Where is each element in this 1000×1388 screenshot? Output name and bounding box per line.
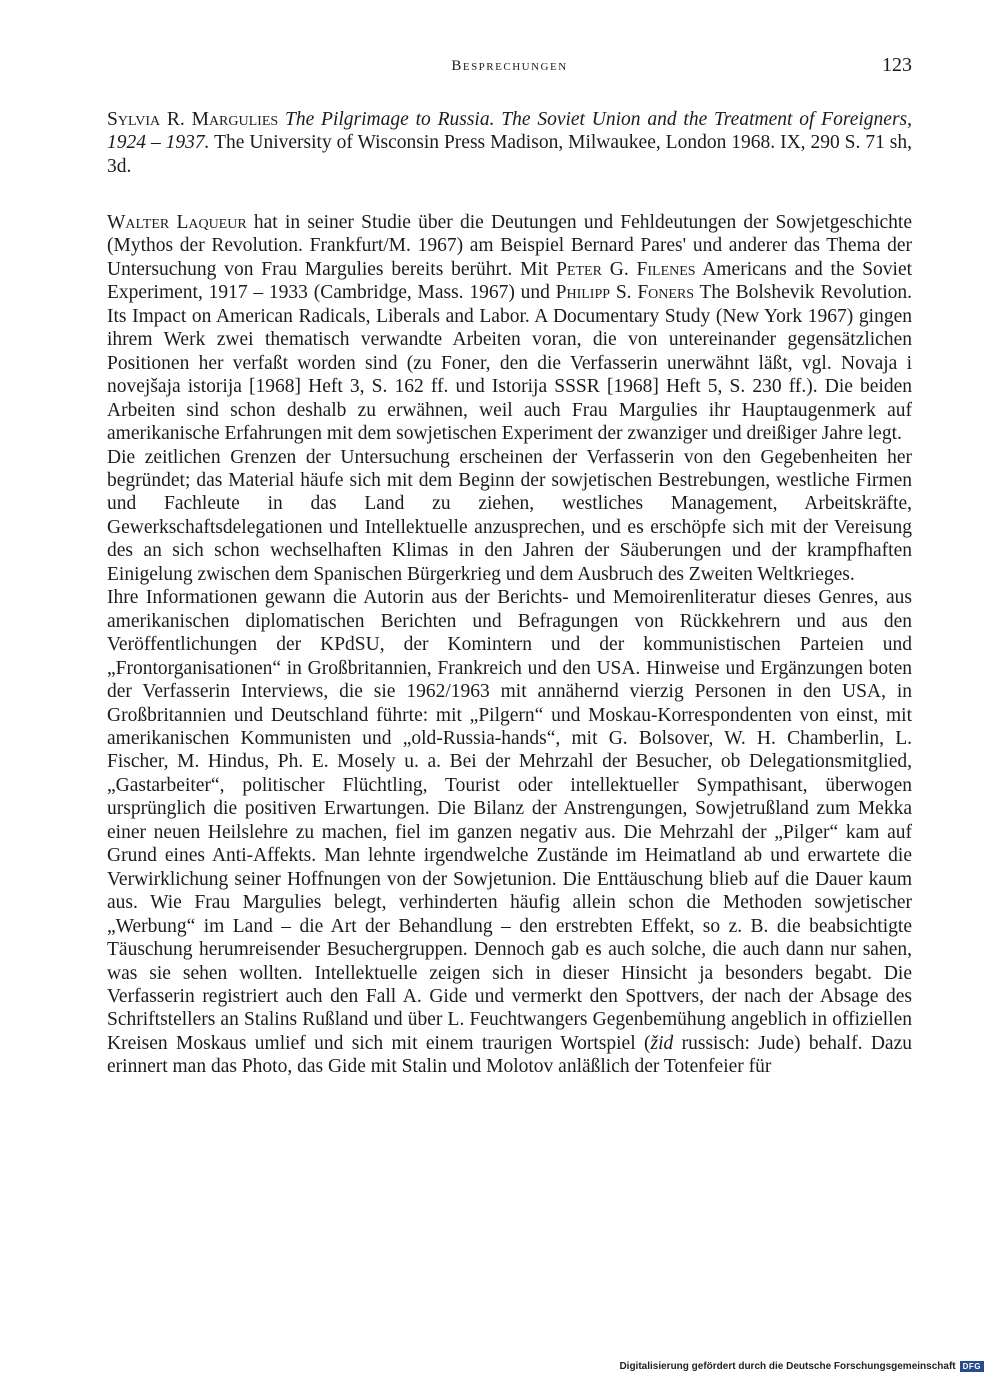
citation-publication: The University of Wisconsin Press Madison, Milwaukee, London 1968. IX, 290 S. 71 sh, 3d.	[107, 132, 912, 177]
paragraph-text: Ihre Informationen gewann die Autorin aus der Berichts- und Memoirenliteratur dieses Genres, aus amerikanischen diplomatischen Berichten und Befragungen von Rückkehrern und aus den Veröffentlichungen der KPdSU, der Komintern und der kommunistischen Parteien und „Frontorganisationen“ in Großbritannien, Frankreich und den USA. Hinweise und Ergänzungen boten der Verfasserin Interviews, die sie 1962/1963 mit annähernd vierzig Personen in den USA, in Großbritannien und Deutschland führte: mit „Pilgern“ und Moskau-Korrespondenten von einst, mit amerikanischen Kommunisten und „old-Russia-hands“, mit G. Bolsover, W. H. Chamberlin, L. Fischer, M. Hindus, Ph. E. Mosely u. a. Bei der Mehrzahl der Besucher, ob Delegationsmitglied, „Gastarbeiter“, politischer Flüchtling, Tourist oder intellektueller Sympathisant, überwogen ursprünglich die positiven Erwartungen. Die Bilanz der Anstrengungen, Sowjetrußland zum Mekka einer neuen Heilslehre zu machen, fiel im ganzen negativ aus. Die Mehrzahl der „Pilger“ kam auf Grund eines Anti-Affekts. Man lehnte irgendwelche Zustände im Heimatland ab und erwartete die Verwirklichung seiner Hoffnungen von der Sowjetunion. Die Enttäuschung blieb auf die Dauer kaum aus. Wie Frau Margulies belegt, verhinderten häufig allein schon die Methoden sowjetischer „Werbung“ im Land – die Art der Behandlung – den erstrebten Effekt, so z. B. die beabsichtigte Täuschung herumreisender Besuchergruppen. Dennoch gab es auch solche, die auch dann nur sahen, was sie sehen wollten. Intellektuelle zeigen sich in dieser Hinsicht ja besonders begabt. Die Verfasserin registriert auch den Fall A. Gide und vermerkt den Spottvers, der nach der Absage des Schriftstellers an Stalins Rußland und über L. Feuchtwangers Gegenbemühung angeblich in offiziellen Kreisen Moskaus umlief und sich mit einem traurigen Wortspiel (	[107, 587, 912, 1054]
author-name: Walter Laqueur	[107, 212, 247, 233]
paragraph-text: Americans and the Soviet Experiment, 1917 – 1933 (Cambridge, Mass. 1967) und	[107, 258, 913, 304]
paragraph-text: russisch: Jude) behalf. Dazu erinnert man das Photo, das Gide mit Stalin und Molotov anläßlich der Totenfeier für	[107, 1032, 912, 1078]
running-head: Besprechungen	[451, 58, 568, 74]
book-citation	[107, 108, 912, 178]
paragraph-text: The Bolshevik Revolution. Its Impact on American Radicals, Liberals and Labor. A Documentary Study (New York 1967) gingen ihrem Werk zwei thematisch verwandte Arbeiten voran, die von untereinander gegensätzlichen Positionen her verfaßt worden sind (zu Foner, den die Verfasserin unerwähnt läßt, vgl. Novaja i novejšaja istorija [1968] Heft 3, S. 162 ff. und Istorija SSSR [1968] Heft 5, S. 230 ff.). Die beiden Arbeiten sind schon deshalb zu erwähnen, weil auch Frau Margulies ihr Hauptaugenmerk auf amerikanische Erfahrungen mit dem sowjetischen Experiment der zwanziger und dreißiger Jahre legt.	[107, 282, 913, 445]
italic-term: žid	[650, 1032, 674, 1054]
paragraph-text: hat in seiner Studie über die Deutungen und Fehldeutungen der Sowjetgeschichte (Mythos der Revolution. Frankfurt/M. 1967) am Beispiel Bernard Pares' und anderer das Thema der Untersuchung von Frau Margulies bereits berührt. Mit	[107, 212, 912, 280]
citation-title: The Pilgrimage to Russia. The Soviet Union and the Treatment of Foreigners, 1924 – 1937.	[107, 109, 912, 154]
paragraph-1	[107, 211, 912, 446]
author-name: Philipp S. Foners	[555, 282, 695, 304]
footer-text: Digitalisierung gefördert durch die Deutsche Forschungsgemeinschaft	[619, 1361, 956, 1372]
paragraph-3	[107, 586, 912, 1079]
paragraph-2: Die zeitlichen Grenzen der Untersuchung erscheinen der Verfasserin von den Gegebenheiten her begründet; das Material häufe sich mit dem Beginn der sowjetischen Bestrebungen, westliche Firmen und Fachleute in das Land zu ziehen, westliches Management, Arbeitskräfte, Gewerkschaftsdelegationen und Intellektuelle anzusprechen, und es erschöpfe sich mit der Vereisung des an sich schon wechselhaften Klimas in den Jahren der Säuberungen und der krampfhaften Einigelung zwischen dem Spanischen Bürgerkrieg und dem Ausbruch des Zweiten Weltkrieges.	[107, 446, 912, 585]
page-header	[107, 54, 912, 82]
digitization-footer	[619, 1361, 984, 1372]
citation-author-first: Sylvia R.	[107, 109, 185, 130]
author-name: Peter G. Filenes	[556, 258, 696, 280]
citation-author-last: Margulies	[191, 109, 279, 130]
dfg-logo-icon: DFG	[960, 1361, 984, 1372]
review-body	[107, 211, 912, 1079]
page-number: 123	[882, 54, 912, 76]
